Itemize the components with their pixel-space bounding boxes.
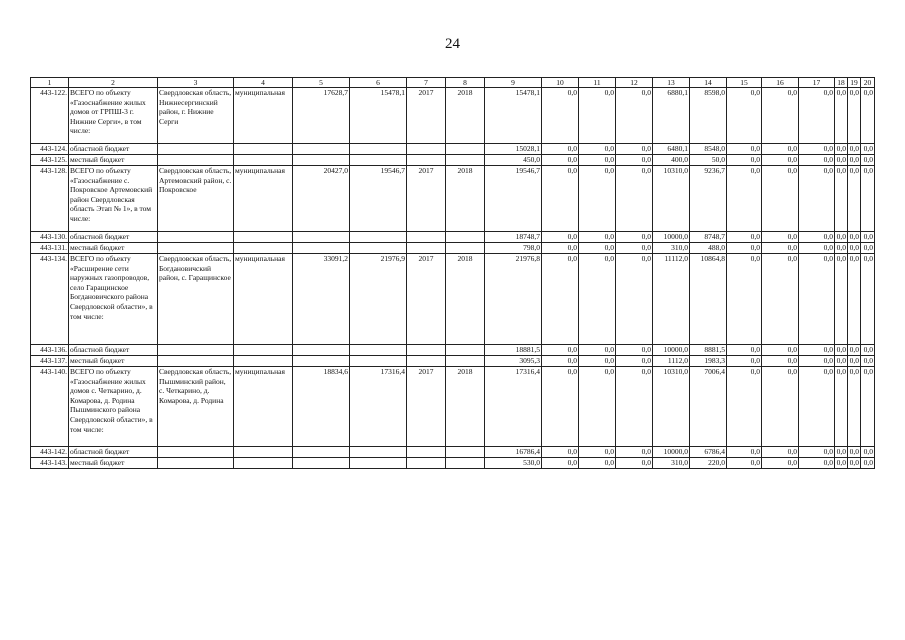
table-cell: 0,0 <box>727 155 762 166</box>
object-row <box>31 367 875 447</box>
column-number: 5 <box>293 78 350 88</box>
table-cell <box>293 447 350 458</box>
table-cell: 0,0 <box>848 232 861 243</box>
table-cell: 6880,1 <box>653 88 690 144</box>
table-cell: 0,0 <box>799 166 835 232</box>
table-cell: 17628,7 <box>293 88 350 144</box>
table-cell: 0,0 <box>762 144 799 155</box>
table-cell: 0,0 <box>835 447 848 458</box>
table-cell: 0,0 <box>727 356 762 367</box>
table-cell: 16786,4 <box>485 447 542 458</box>
row-code: 443-143. <box>31 458 69 469</box>
table-cell: 0,0 <box>542 243 579 254</box>
table-cell <box>350 356 407 367</box>
table-cell: 0,0 <box>835 345 848 356</box>
table-cell: 0,0 <box>799 356 835 367</box>
table-cell <box>407 345 446 356</box>
table-cell: 0,0 <box>579 356 616 367</box>
table-cell: 0,0 <box>861 232 875 243</box>
table-cell: 0,0 <box>579 155 616 166</box>
table-cell: 0,0 <box>799 345 835 356</box>
table-cell: 0,0 <box>762 243 799 254</box>
table-cell: 0,0 <box>762 458 799 469</box>
table-cell <box>234 155 293 166</box>
table-cell: 0,0 <box>542 232 579 243</box>
table-cell: 0,0 <box>799 447 835 458</box>
table-cell: 8748,7 <box>690 232 727 243</box>
table-cell: 2018 <box>446 367 485 447</box>
budget-row <box>31 356 875 367</box>
table-cell: 0,0 <box>848 155 861 166</box>
table-cell: 33091,2 <box>293 254 350 345</box>
table-cell: 21976,9 <box>350 254 407 345</box>
table-cell <box>407 155 446 166</box>
table-cell: 0,0 <box>579 232 616 243</box>
table-cell: Свердловская область, Пышминский район, с. Четкарино, д. Комарова, д. Родина <box>158 367 234 447</box>
table-cell: 0,0 <box>799 254 835 345</box>
column-number: 17 <box>799 78 835 88</box>
table-cell: 0,0 <box>861 88 875 144</box>
table-cell: 0,0 <box>762 345 799 356</box>
table-cell <box>234 356 293 367</box>
table-cell: 0,0 <box>579 458 616 469</box>
table-cell: 0,0 <box>616 254 653 345</box>
table-cell: 0,0 <box>861 144 875 155</box>
table-cell: 10000,0 <box>653 232 690 243</box>
object-row <box>31 166 875 232</box>
table-cell: 0,0 <box>542 155 579 166</box>
table-cell <box>293 232 350 243</box>
table-cell: муниципальная <box>234 254 293 345</box>
row-code: 443-131. <box>31 243 69 254</box>
column-number: 7 <box>407 78 446 88</box>
column-number: 18 <box>835 78 848 88</box>
table-cell: 15028,1 <box>485 144 542 155</box>
financing-table <box>30 77 875 469</box>
table-cell: 0,0 <box>861 458 875 469</box>
column-number: 6 <box>350 78 407 88</box>
row-description: областной бюджет <box>69 447 158 458</box>
table-cell: 0,0 <box>861 447 875 458</box>
row-description: ВСЕГО по объекту «Газоснабжение жилых домов с. Четкарино, д. Комарова, д. Родина Пышминского района Свердловской области», в том числе: <box>69 367 158 447</box>
table-cell <box>158 144 234 155</box>
table-cell <box>158 345 234 356</box>
table-cell: 0,0 <box>727 458 762 469</box>
table-cell: 6786,4 <box>690 447 727 458</box>
table-cell: 2017 <box>407 367 446 447</box>
table-cell: Свердловская область, Артемовский район, с. Покровское <box>158 166 234 232</box>
table-cell: 0,0 <box>799 243 835 254</box>
table-cell <box>446 458 485 469</box>
row-description: ВСЕГО по объекту «Газоснабжение жилых домов от ГРПШ-3 г. Нижние Серги», в том числе: <box>69 88 158 144</box>
table-cell: 450,0 <box>485 155 542 166</box>
table-cell <box>293 243 350 254</box>
table-cell: 2017 <box>407 254 446 345</box>
table-cell: 0,0 <box>542 254 579 345</box>
table-cell: 2018 <box>446 254 485 345</box>
table-cell: 19546,7 <box>350 166 407 232</box>
table-cell: 798,0 <box>485 243 542 254</box>
table-cell: 0,0 <box>727 88 762 144</box>
column-number: 15 <box>727 78 762 88</box>
table-cell: 0,0 <box>835 458 848 469</box>
table-cell <box>234 144 293 155</box>
table-cell: 0,0 <box>762 88 799 144</box>
table-cell <box>350 144 407 155</box>
table-cell: 0,0 <box>762 447 799 458</box>
column-number: 4 <box>234 78 293 88</box>
table-cell: 530,0 <box>485 458 542 469</box>
table-cell <box>446 144 485 155</box>
table-cell: 10000,0 <box>653 345 690 356</box>
table-cell: 8881,5 <box>690 345 727 356</box>
table-cell: 0,0 <box>727 243 762 254</box>
table-cell: 9236,7 <box>690 166 727 232</box>
table-cell: 20427,0 <box>293 166 350 232</box>
column-number: 9 <box>485 78 542 88</box>
table-cell: 0,0 <box>727 232 762 243</box>
table-cell <box>234 345 293 356</box>
table-cell <box>293 458 350 469</box>
column-number: 20 <box>861 78 875 88</box>
page-number: 24 <box>445 36 460 52</box>
table-cell: 0,0 <box>848 345 861 356</box>
table-cell: 0,0 <box>616 166 653 232</box>
table-cell: 8548,0 <box>690 144 727 155</box>
table-cell <box>293 155 350 166</box>
table-cell: 2018 <box>446 166 485 232</box>
table-cell: 18834,6 <box>293 367 350 447</box>
table-cell: 17316,4 <box>485 367 542 447</box>
table-cell: 0,0 <box>799 88 835 144</box>
table-cell <box>407 447 446 458</box>
table-cell: 0,0 <box>616 232 653 243</box>
row-description: ВСЕГО по объекту «Газоснабжение с. Покровское Артемовский район Свердловская область Этап № 1», в том числе: <box>69 166 158 232</box>
table-cell <box>350 232 407 243</box>
table-cell: 0,0 <box>799 367 835 447</box>
table-cell: 21976,8 <box>485 254 542 345</box>
table-cell: 0,0 <box>848 243 861 254</box>
table-cell <box>407 232 446 243</box>
table-cell <box>158 458 234 469</box>
table-cell: 310,0 <box>653 458 690 469</box>
row-code: 443-122. <box>31 88 69 144</box>
table-cell: 3095,3 <box>485 356 542 367</box>
table-cell: 0,0 <box>579 367 616 447</box>
table-cell: 7006,4 <box>690 367 727 447</box>
table-cell: 0,0 <box>579 144 616 155</box>
table-cell: 0,0 <box>848 144 861 155</box>
table-cell: 0,0 <box>616 243 653 254</box>
table-cell: 0,0 <box>799 155 835 166</box>
table-cell: 0,0 <box>616 356 653 367</box>
budget-row <box>31 243 875 254</box>
table-cell: 400,0 <box>653 155 690 166</box>
row-description: местный бюджет <box>69 356 158 367</box>
row-description: областной бюджет <box>69 232 158 243</box>
table-cell: 0,0 <box>861 356 875 367</box>
table-cell: 0,0 <box>579 88 616 144</box>
column-number: 10 <box>542 78 579 88</box>
table-cell <box>158 447 234 458</box>
row-description: местный бюджет <box>69 155 158 166</box>
row-code: 443-130. <box>31 232 69 243</box>
row-code: 443-134. <box>31 254 69 345</box>
table-cell: 2017 <box>407 166 446 232</box>
table-cell: 0,0 <box>835 356 848 367</box>
table-cell: 0,0 <box>835 155 848 166</box>
budget-row <box>31 144 875 155</box>
table-cell: 0,0 <box>727 367 762 447</box>
table-cell <box>158 155 234 166</box>
table-cell: 0,0 <box>579 254 616 345</box>
table-cell: 0,0 <box>727 447 762 458</box>
table-cell: 220,0 <box>690 458 727 469</box>
table-cell: 18748,7 <box>485 232 542 243</box>
table-cell: муниципальная <box>234 88 293 144</box>
table-cell <box>293 144 350 155</box>
table-cell: 0,0 <box>762 356 799 367</box>
table-cell: 0,0 <box>835 144 848 155</box>
table-cell: 0,0 <box>848 166 861 232</box>
table-cell: 2018 <box>446 88 485 144</box>
table-cell: 0,0 <box>579 345 616 356</box>
table-cell: 0,0 <box>861 254 875 345</box>
table-cell: 11112,0 <box>653 254 690 345</box>
table-cell <box>350 447 407 458</box>
table-cell: 0,0 <box>727 144 762 155</box>
table-cell <box>158 356 234 367</box>
table-cell: муниципальная <box>234 367 293 447</box>
table-cell <box>446 232 485 243</box>
table-cell: 0,0 <box>616 367 653 447</box>
row-code: 443-128. <box>31 166 69 232</box>
table-cell: 0,0 <box>542 88 579 144</box>
table-cell <box>234 447 293 458</box>
column-number: 12 <box>616 78 653 88</box>
table-cell <box>407 356 446 367</box>
table-cell: 0,0 <box>799 232 835 243</box>
table-cell: 8598,0 <box>690 88 727 144</box>
table-cell: 0,0 <box>848 254 861 345</box>
table-cell: 0,0 <box>861 155 875 166</box>
table-cell: 15478,1 <box>350 88 407 144</box>
column-number: 14 <box>690 78 727 88</box>
table-cell: 10310,0 <box>653 166 690 232</box>
table-cell: 6480,1 <box>653 144 690 155</box>
budget-row <box>31 232 875 243</box>
table-cell: 0,0 <box>799 458 835 469</box>
table-cell: 0,0 <box>579 447 616 458</box>
column-number: 3 <box>158 78 234 88</box>
table-cell <box>446 356 485 367</box>
table-cell: 0,0 <box>542 144 579 155</box>
table-cell: 50,0 <box>690 155 727 166</box>
table-cell: 0,0 <box>848 367 861 447</box>
column-number: 13 <box>653 78 690 88</box>
table-cell: 0,0 <box>835 166 848 232</box>
row-code: 443-124. <box>31 144 69 155</box>
table-cell: 0,0 <box>727 254 762 345</box>
budget-row <box>31 458 875 469</box>
table-cell <box>293 356 350 367</box>
table-cell: 0,0 <box>861 367 875 447</box>
table-cell: 0,0 <box>762 232 799 243</box>
table-cell: 0,0 <box>835 243 848 254</box>
table-cell: 0,0 <box>848 447 861 458</box>
table-cell: 1983,3 <box>690 356 727 367</box>
table-cell: 0,0 <box>542 166 579 232</box>
table-cell: 1112,0 <box>653 356 690 367</box>
row-description: областной бюджет <box>69 144 158 155</box>
table-cell: 0,0 <box>762 155 799 166</box>
object-row <box>31 254 875 345</box>
table-cell <box>350 345 407 356</box>
table-cell: 17316,4 <box>350 367 407 447</box>
table-cell: 0,0 <box>727 345 762 356</box>
column-number: 2 <box>69 78 158 88</box>
table-cell <box>446 155 485 166</box>
table-cell: 0,0 <box>835 232 848 243</box>
table-cell: 0,0 <box>762 367 799 447</box>
row-description: ВСЕГО по объекту «Расширение сети наружных газопроводов, село Гаращинское Богдановичского района Свердловской области», в том числе: <box>69 254 158 345</box>
column-number: 16 <box>762 78 799 88</box>
table-cell: 0,0 <box>861 345 875 356</box>
table-cell <box>158 232 234 243</box>
table-cell: 0,0 <box>835 254 848 345</box>
budget-row <box>31 155 875 166</box>
table-cell <box>350 155 407 166</box>
table-cell: 0,0 <box>799 144 835 155</box>
table-cell: 19546,7 <box>485 166 542 232</box>
table-cell <box>293 345 350 356</box>
table-cell: 0,0 <box>762 254 799 345</box>
table-cell: 0,0 <box>861 243 875 254</box>
table-cell <box>407 144 446 155</box>
table-cell: 0,0 <box>542 447 579 458</box>
row-description: местный бюджет <box>69 458 158 469</box>
row-description: областной бюджет <box>69 345 158 356</box>
table-cell <box>446 243 485 254</box>
table-cell: 0,0 <box>762 166 799 232</box>
table-cell <box>350 243 407 254</box>
column-number: 1 <box>31 78 69 88</box>
table-cell: 0,0 <box>542 367 579 447</box>
table-cell: 0,0 <box>848 356 861 367</box>
table-cell <box>446 447 485 458</box>
table-cell: 2017 <box>407 88 446 144</box>
table-cell: Свердловская область, Нижнесергинский район, г. Нижние Серги <box>158 88 234 144</box>
table-cell: 0,0 <box>616 155 653 166</box>
row-code: 443-140. <box>31 367 69 447</box>
table-cell: 0,0 <box>542 345 579 356</box>
table-cell: 0,0 <box>727 166 762 232</box>
table-cell <box>407 243 446 254</box>
table-cell: 0,0 <box>848 88 861 144</box>
row-code: 443-125. <box>31 155 69 166</box>
table-cell: муниципальная <box>234 166 293 232</box>
table-cell: 0,0 <box>848 458 861 469</box>
table-cell: 0,0 <box>861 166 875 232</box>
table-cell: 0,0 <box>616 458 653 469</box>
table-cell <box>158 243 234 254</box>
table-cell: 15478,1 <box>485 88 542 144</box>
table-cell <box>407 458 446 469</box>
row-code: 443-136. <box>31 345 69 356</box>
row-description: местный бюджет <box>69 243 158 254</box>
table-cell <box>350 458 407 469</box>
table-cell: 0,0 <box>616 345 653 356</box>
table-cell: 0,0 <box>542 458 579 469</box>
table-cell: 10000,0 <box>653 447 690 458</box>
table-cell: 18881,5 <box>485 345 542 356</box>
table-cell: 0,0 <box>616 447 653 458</box>
table-cell <box>446 345 485 356</box>
row-code: 443-137. <box>31 356 69 367</box>
table-cell: Свердловская область, Богдановичский район, с. Гаращинское <box>158 254 234 345</box>
table-cell: 0,0 <box>616 88 653 144</box>
table-cell: 0,0 <box>579 166 616 232</box>
table-cell <box>234 243 293 254</box>
table-cell: 488,0 <box>690 243 727 254</box>
table-cell: 0,0 <box>835 367 848 447</box>
table-cell <box>234 458 293 469</box>
table-cell: 0,0 <box>616 144 653 155</box>
table-cell <box>234 232 293 243</box>
table-cell: 310,0 <box>653 243 690 254</box>
object-row <box>31 88 875 144</box>
column-number: 19 <box>848 78 861 88</box>
row-code: 443-142. <box>31 447 69 458</box>
budget-row <box>31 447 875 458</box>
table-cell: 0,0 <box>835 88 848 144</box>
column-number: 11 <box>579 78 616 88</box>
column-number-row <box>31 78 875 88</box>
table-cell: 10864,8 <box>690 254 727 345</box>
table-cell: 10310,0 <box>653 367 690 447</box>
table-cell: 0,0 <box>542 356 579 367</box>
column-number: 8 <box>446 78 485 88</box>
table-cell: 0,0 <box>579 243 616 254</box>
budget-row <box>31 345 875 356</box>
